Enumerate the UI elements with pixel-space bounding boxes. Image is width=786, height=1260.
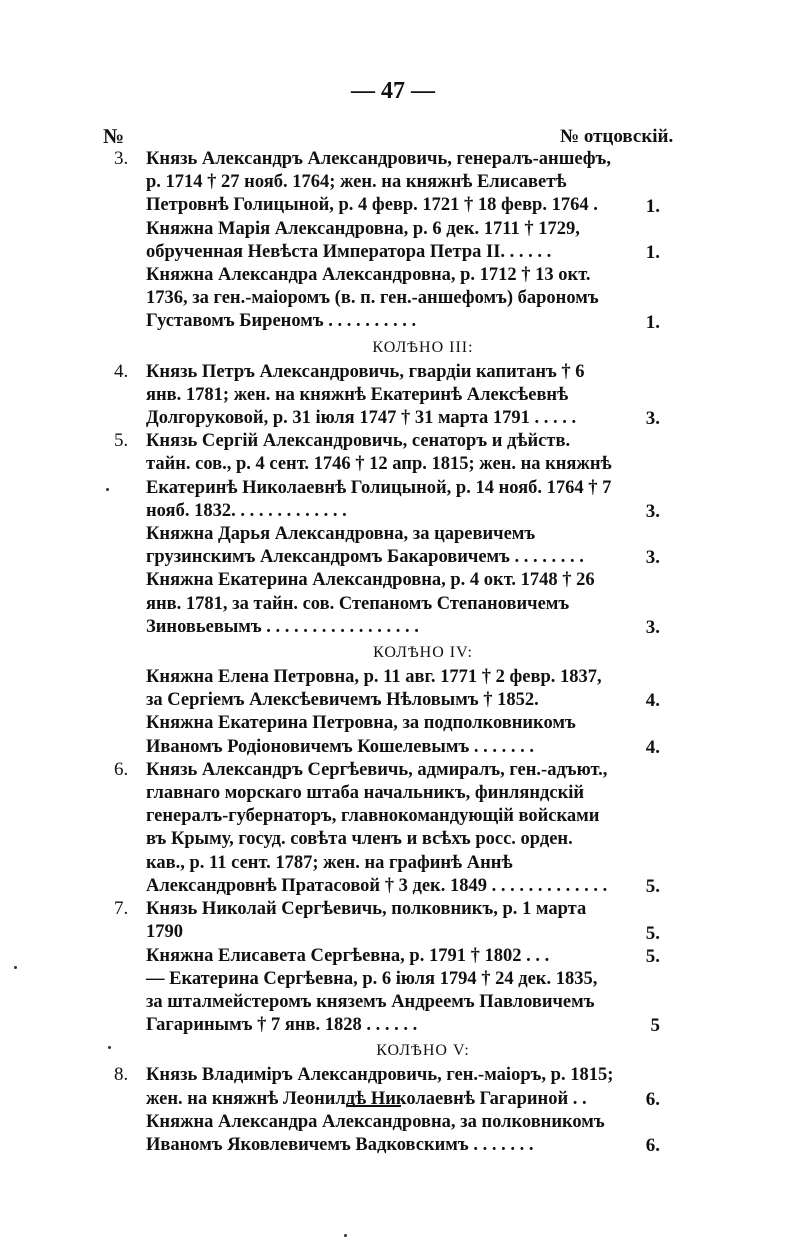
entry-text: Княжна Екатерина Петровна, за подполковникомъ Иваномъ Родіоновичемъ Кошелевымъ . . . . . . . bbox=[146, 713, 576, 757]
entry-ref: 3. bbox=[645, 501, 660, 523]
entry-elisaveta bbox=[0, 945, 786, 968]
entry-number: 8. bbox=[114, 1064, 129, 1086]
entry-ekaterina-petrovna bbox=[0, 712, 786, 758]
entry-text: Княжна Александра Александровна, р. 1712 † 13 окт. 1736, за ген.-маіоромъ (в. п. ген.-аншефомъ) барономъ Густавомъ Биреномъ . . . . . . . . . . bbox=[146, 265, 599, 332]
entry-3 bbox=[0, 148, 786, 218]
page-number: — 47 — bbox=[351, 78, 435, 104]
section-heading-5: КОЛѢНО V: bbox=[376, 1042, 470, 1060]
entry-maria bbox=[0, 218, 786, 264]
entry-5 bbox=[0, 430, 786, 523]
ink-speck bbox=[106, 488, 109, 491]
entry-text: Князь Петръ Александровичь, гвардіи капитанъ † 6 янв. 1781; жен. на княжнѣ Екатеринѣ Алексѣевнѣ Долгоруковой, р. 31 іюля 1747 † 31 марта 1791 . . . . . bbox=[146, 361, 585, 429]
section-heading-3: КОЛѢНО III: bbox=[372, 338, 474, 356]
entry-ref: 6. bbox=[645, 1135, 660, 1157]
entry-ekaterina-sergeevna bbox=[0, 968, 786, 1038]
entry-number: 3. bbox=[114, 148, 129, 169]
entry-6 bbox=[0, 759, 786, 898]
header-number-column: № bbox=[103, 124, 125, 148]
entry-text: Князь Александръ Сергѣевичь, адмиралъ, ген.-адъют., главнаго морскаго штаба начальникъ, финляндскій генералъ-губернаторъ, главнокомандующій войсками въ Крыму, госуд. совѣта членъ и всѣхъ росс. орден. кав., р. 11 сент. 1787; жен. на графинѣ Аннѣ Александровнѣ Пратасовой † 3 дек. 1849 . . . . . . . . . . . . . bbox=[146, 759, 608, 896]
entry-text: Князь Владиміръ Александровичь, ген.-маіоръ, р. 1815; жен. на княжнѣ Леонилдѣ Николаевнѣ Гагариной . . bbox=[146, 1065, 614, 1109]
entry-text: Княжна Дарья Александровна, за царевичемъ грузинскимъ Александромъ Бакаровичемъ . . . . . . . . bbox=[146, 524, 584, 568]
entry-aleksandra bbox=[0, 264, 786, 334]
entry-number: 7. bbox=[114, 898, 129, 920]
entry-text: Княжна Александра Александровна, за полковникомъ Иваномъ Яковлевичемъ Вадковскимъ . . . . . . . bbox=[146, 1111, 605, 1155]
closing-rule bbox=[347, 1105, 401, 1107]
entry-elena bbox=[0, 666, 786, 712]
ink-speck bbox=[14, 966, 17, 969]
entry-ekaterina bbox=[0, 569, 786, 639]
entry-ref: 1. bbox=[645, 311, 660, 333]
entry-ref: 4. bbox=[645, 736, 660, 758]
section-heading-4: КОЛѢНО IV: bbox=[373, 644, 473, 662]
entry-text: Княжна Елена Петровна, р. 11 авг. 1771 † 2 февр. 1837, за Сергіемъ Алексѣевичемъ Нѣловымъ † 1852. bbox=[146, 667, 602, 711]
entry-ref: 6. bbox=[645, 1088, 660, 1110]
entry-4 bbox=[0, 361, 786, 431]
entry-8 bbox=[0, 1064, 786, 1110]
ink-speck bbox=[344, 1234, 347, 1237]
header-paternal-column: № отцовскій. bbox=[560, 126, 674, 147]
entry-text: — Екатерина Сергѣевна, р. 6 іюля 1794 † 24 дек. 1835, за шталмейстеромъ княземъ Андреемъ Павловичемъ Гагаринымъ † 7 янв. 1828 . . . . . . bbox=[146, 968, 598, 1036]
entry-text: Княжна Марія Александровна, р. 6 дек. 1711 † 1729, обрученная Невѣста Императора Петра II. . . . . . bbox=[146, 218, 580, 262]
entry-ref: 3. bbox=[645, 547, 660, 569]
entry-ref: 3. bbox=[645, 617, 660, 639]
entry-number: 4. bbox=[114, 360, 129, 382]
entry-text: Князь Сергій Александровичь, сенаторъ и дѣйств. тайн. сов., р. 4 сент. 1746 † 12 апр. 1815; жен. на княжнѣ Екатеринѣ Николаевнѣ Голицыной, р. 14 нояб. 1764 † 7 нояб. 1832. . . . . . . . . . . . . bbox=[146, 431, 612, 521]
entry-ref: 3. bbox=[645, 408, 660, 430]
entry-number: 6. bbox=[114, 758, 129, 780]
entries-list bbox=[0, 148, 786, 1157]
entry-ref: 5 bbox=[650, 1015, 660, 1037]
entry-ref: 5. bbox=[645, 922, 660, 944]
entry-ref: 1. bbox=[645, 195, 660, 217]
entry-ref: 5. bbox=[645, 945, 660, 967]
entry-ref: 1. bbox=[645, 242, 660, 264]
ink-speck bbox=[108, 1046, 111, 1049]
entry-text: Князь Александръ Александровичь, генералъ-аншефъ, р. 1714 † 27 нояб. 1764; жен. на княжнѣ Елисаветѣ Петровнѣ Голицыной, р. 4 февр. 1721 † 18 февр. 1764 . bbox=[146, 149, 611, 216]
entry-text: Князь Николай Сергѣевичь, полковникъ, р. 1 марта 1790 bbox=[146, 899, 587, 943]
entry-number: 5. bbox=[114, 430, 129, 452]
entry-darya bbox=[0, 523, 786, 569]
entry-text: Княжна Екатерина Александровна, р. 4 окт. 1748 † 26 янв. 1781, за тайн. сов. Степаномъ Степановичемъ Зиновьевымъ . . . . . . . . . . . . . . . . . bbox=[146, 570, 595, 637]
entry-7 bbox=[0, 898, 786, 944]
entry-text: Княжна Елисавета Сергѣевна, р. 1791 † 1802 . . . bbox=[146, 945, 550, 966]
entry-aleksandra-aleksandrovna bbox=[0, 1111, 786, 1157]
entry-ref: 5. bbox=[645, 876, 660, 898]
entry-ref: 4. bbox=[645, 690, 660, 712]
